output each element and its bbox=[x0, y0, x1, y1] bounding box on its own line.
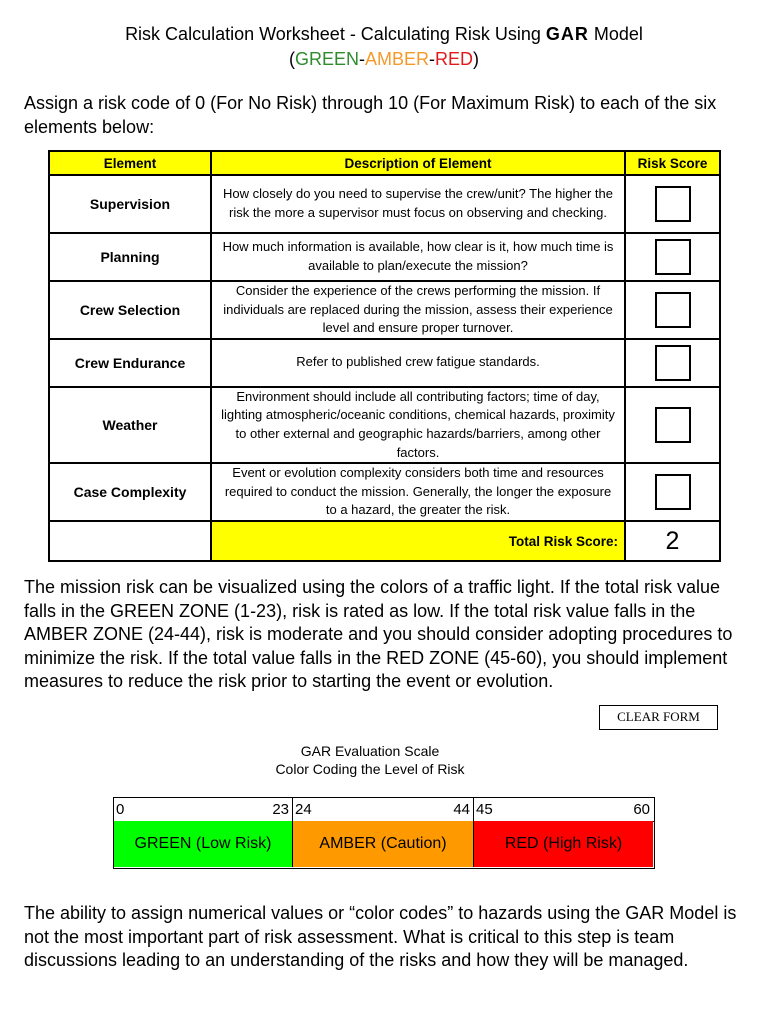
score-cell bbox=[625, 463, 720, 521]
element-name: Planning bbox=[49, 233, 211, 281]
table-row bbox=[49, 233, 720, 281]
table-row bbox=[49, 339, 720, 387]
score-cell bbox=[625, 233, 720, 281]
closing-text: The ability to assign numerical values or “color codes” to hazards using the GAR Model is not the most important part of risk assessment. What is critical to this step is team discussions leading to an understanding of the risks and how they will be managed. bbox=[24, 903, 737, 971]
header-description: Description of Element bbox=[211, 151, 625, 175]
scale-start-green: 0 bbox=[116, 801, 125, 818]
element-name: Supervision bbox=[49, 175, 211, 233]
score-cell bbox=[625, 339, 720, 387]
table-row bbox=[49, 175, 720, 233]
total-row bbox=[49, 521, 720, 561]
risk-score-input[interactable] bbox=[655, 239, 691, 275]
scale-end-amber: 44 bbox=[453, 801, 470, 818]
table-row bbox=[49, 281, 720, 339]
scale-range-red bbox=[474, 798, 653, 821]
table-row bbox=[49, 387, 720, 463]
element-name: Crew Selection bbox=[49, 281, 211, 339]
element-description: How much information is available, how clear is it, how much time is available to plan/execute the mission? bbox=[211, 233, 625, 281]
paren-close: ) bbox=[473, 49, 480, 69]
element-description: Consider the experience of the crews performing the mission. If individuals are replaced during the mission, assess their experience level and ensure proper turnover. bbox=[211, 281, 625, 339]
zone-amber: AMBER (Caution) bbox=[293, 821, 474, 867]
title-gar: GAR bbox=[545, 24, 589, 44]
risk-score-input[interactable] bbox=[655, 407, 691, 443]
scale-end-green: 23 bbox=[272, 801, 289, 818]
subtitle-red: RED bbox=[435, 49, 474, 69]
risk-score-input[interactable] bbox=[655, 345, 691, 381]
scale-color-row bbox=[114, 821, 654, 867]
title-suffix: Model bbox=[588, 24, 643, 44]
subtitle-green: GREEN bbox=[294, 49, 359, 69]
element-name: Case Complexity bbox=[49, 463, 211, 521]
scale-start-amber: 24 bbox=[295, 801, 312, 818]
table-header-row bbox=[49, 151, 720, 175]
element-description: Environment should include all contributing factors; time of day, lighting atmospheric/oceanic conditions, chemical hazards, proximity to other external and geographic hazards/barriers, among other factors. bbox=[211, 387, 625, 463]
header-risk-score: Risk Score bbox=[625, 151, 720, 175]
risk-score-input[interactable] bbox=[655, 474, 691, 510]
paren-open: ( bbox=[288, 49, 295, 69]
element-description: Refer to published crew fatigue standards. bbox=[211, 339, 625, 387]
zone-red: RED (High Risk) bbox=[474, 821, 653, 867]
dash-1: - bbox=[358, 49, 365, 69]
total-risk-value: 2 bbox=[625, 521, 720, 561]
page-title bbox=[0, 22, 768, 46]
zone-green: GREEN (Low Risk) bbox=[114, 821, 293, 867]
scale-number-row bbox=[114, 798, 654, 822]
score-cell bbox=[625, 175, 720, 233]
intro-text: Assign a risk code of 0 (For No Risk) through 10 (For Maximum Risk) to each of the six elements below: bbox=[24, 93, 717, 137]
clear-form-button[interactable]: CLEAR FORM bbox=[599, 705, 718, 730]
risk-score-input[interactable] bbox=[655, 186, 691, 222]
mission-risk-text: The mission risk can be visualized using the colors of a traffic light. If the total risk value falls in the GREEN ZONE (1-23), risk is rated as low. If the total risk value falls in the AMBER ZONE (24-44), risk is moderate and you should consider adopting procedures to minimize the risk. If the total value falls in the RED ZONE (45-60), you should implement measures to reduce the risk prior to starting the event or evolution. bbox=[24, 577, 733, 692]
element-name: Crew Endurance bbox=[49, 339, 211, 387]
total-risk-label: Total Risk Score: bbox=[211, 521, 625, 561]
gar-scale bbox=[113, 797, 655, 869]
page-subtitle bbox=[0, 47, 768, 71]
score-cell bbox=[625, 281, 720, 339]
scale-start-red: 45 bbox=[476, 801, 493, 818]
header-element: Element bbox=[49, 151, 211, 175]
scale-caption: GAR Evaluation Scale bbox=[300, 743, 440, 759]
title-prefix: Risk Calculation Worksheet - Calculating Risk Using bbox=[125, 24, 546, 44]
table-row bbox=[49, 463, 720, 521]
element-description: How closely do you need to supervise the crew/unit? The higher the risk the more a supervisor must focus on observing and checking. bbox=[211, 175, 625, 233]
subtitle-amber: AMBER bbox=[364, 49, 429, 69]
dash-2: - bbox=[429, 49, 435, 69]
risk-table bbox=[48, 150, 721, 562]
scale-range-amber bbox=[293, 798, 474, 821]
element-name: Weather bbox=[49, 387, 211, 463]
element-description: Event or evolution complexity considers both time and resources required to conduct the mission. Generally, the longer the exposure to a hazard, the greater the risk. bbox=[211, 463, 625, 521]
scale-end-red: 60 bbox=[633, 801, 650, 818]
total-empty-cell bbox=[49, 521, 211, 561]
risk-score-input[interactable] bbox=[655, 292, 691, 328]
score-cell bbox=[625, 387, 720, 463]
scale-subcaption: Color Coding the Level of Risk bbox=[275, 761, 465, 777]
scale-range-green bbox=[114, 798, 293, 821]
